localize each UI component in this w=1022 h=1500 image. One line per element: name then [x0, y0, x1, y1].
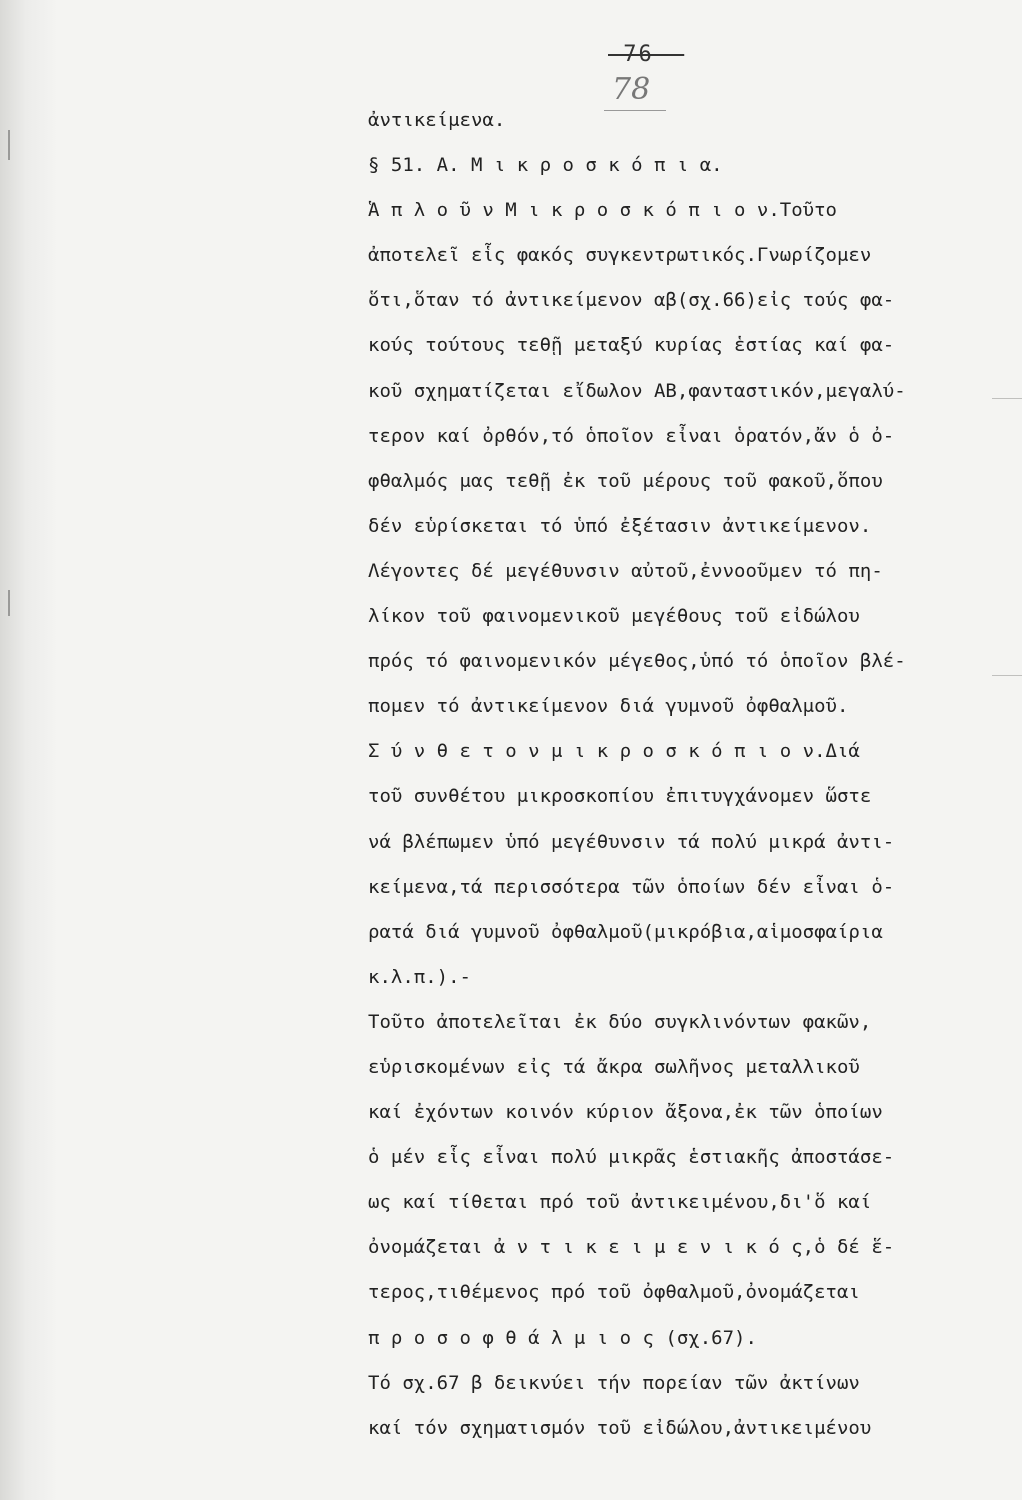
text-line: ἀντικείμενα. — [368, 109, 506, 131]
edge-mark — [992, 675, 1022, 676]
text-line: εὑρισκομένων εἰς τά ἄκρα σωλῆνος μεταλλικοῦ — [368, 1055, 860, 1078]
text-line: Τοῦτο ἀποτελεῖται ἐκ δύο συγκλινόντων φακῶν, — [368, 1010, 872, 1033]
text-line: δέν εὑρίσκεται τό ὑπό ἐξέτασιν ἀντικείμενον. — [368, 514, 872, 537]
text-line: καί τόν σχηματισμόν τοῦ εἰδώλου,ἀντικειμένου — [368, 1416, 872, 1439]
text-line: ως καί τίθεται πρό τοῦ ἀντικειμένου,δι'ὅ καί — [368, 1191, 872, 1214]
text-line: ὀνομάζεται ἀ ν τ ι κ ε ι μ ε ν ι κ ό ς,ὁ δέ ἕ- — [368, 1236, 895, 1259]
page-number-typed: -76 - — [608, 42, 685, 67]
text-line: κούς τούτους τεθῇ μεταξύ κυρίας ἑστίας καί φα- — [368, 334, 895, 357]
text-line: ὁ μέν εἷς εἶναι πολύ μικρᾶς ἑστιακῆς ἀποστάσε- — [368, 1146, 895, 1169]
text-line: Λέγοντες δέ μεγέθυνσιν αὐτοῦ,ἐννοοῦμεν τό πη- — [368, 559, 883, 582]
text-line: ὅτι,ὅταν τό ἀντικείμενον αβ(σχ.66)εἰς τούς φα- — [368, 289, 895, 312]
text-line: τερος,τιθέμενος πρό τοῦ ὀφθαλμοῦ,ὀνομάζεται — [368, 1281, 860, 1304]
binding-mark — [8, 590, 10, 616]
text-line: Τό σχ.67 β δεικνύει τήν πορείαν τῶν ἀκτίνων — [368, 1371, 860, 1394]
page-number-handwritten: 78 — [612, 72, 651, 107]
section-heading: § 51. Α. Μ ι κ ρ ο σ κ ό π ι α. — [368, 154, 723, 177]
text-line: Ἁ π λ ο ῦ ν Μ ι κ ρ ο σ κ ό π ι ο ν.Τοῦτο — [368, 199, 837, 222]
text-line: Σ ύ ν θ ε τ ο ν μ ι κ ρ ο σ κ ό π ι ο ν.Διά — [368, 740, 860, 763]
typewritten-body — [368, 98, 978, 1451]
text-line: λίκον τοῦ φαινομενικοῦ μεγέθους τοῦ εἰδώλου — [368, 605, 860, 628]
edge-mark — [992, 398, 1022, 399]
binding-shadow — [0, 0, 58, 1500]
text-line: καί ἐχόντων κοινόν κύριον ἄξονα,ἐκ τῶν ὁποίων — [368, 1101, 883, 1124]
binding-mark — [8, 130, 10, 160]
text-line: τοῦ συνθέτου μικροσκοπίου ἐπιτυγχάνομεν ὥστε — [368, 785, 872, 808]
text-line: κοῦ σχηματίζεται εἴδωλον ΑΒ,φανταστικόν,μεγαλύ- — [368, 379, 906, 402]
text-line: πομεν τό ἀντικείμενον διά γυμνοῦ ὀφθαλμοῦ. — [368, 695, 849, 718]
text-line: φθαλμός μας τεθῇ ἐκ τοῦ μέρους τοῦ φακοῦ,ὅπου — [368, 469, 883, 492]
text-line: κ.λ.π.).- — [368, 965, 471, 988]
text-line: ρατά διά γυμνοῦ ὀφθαλμοῦ(μικρόβια,αἱμοσφαίρια — [368, 920, 883, 943]
text-line: πρός τό φαινομενικόν μέγεθος,ὑπό τό ὁποῖον βλέ- — [368, 650, 906, 673]
text-line: τερον καί ὀρθόν,τό ὁποῖον εἶναι ὁρατόν,ἄν ὁ ὀ- — [368, 424, 895, 447]
text-line: κείμενα,τά περισσότερα τῶν ὁποίων δέν εἶναι ὁ- — [368, 875, 895, 898]
text-line: ἀποτελεῖ εἷς φακός συγκεντρωτικός.Γνωρίζομεν — [368, 244, 872, 267]
text-line: νά βλέπωμεν ὑπό μεγέθυνσιν τά πολύ μικρά ἀντι- — [368, 830, 895, 853]
text-line: π ρ ο σ ο φ θ ά λ μ ι ο ς (σχ.67). — [368, 1326, 757, 1349]
